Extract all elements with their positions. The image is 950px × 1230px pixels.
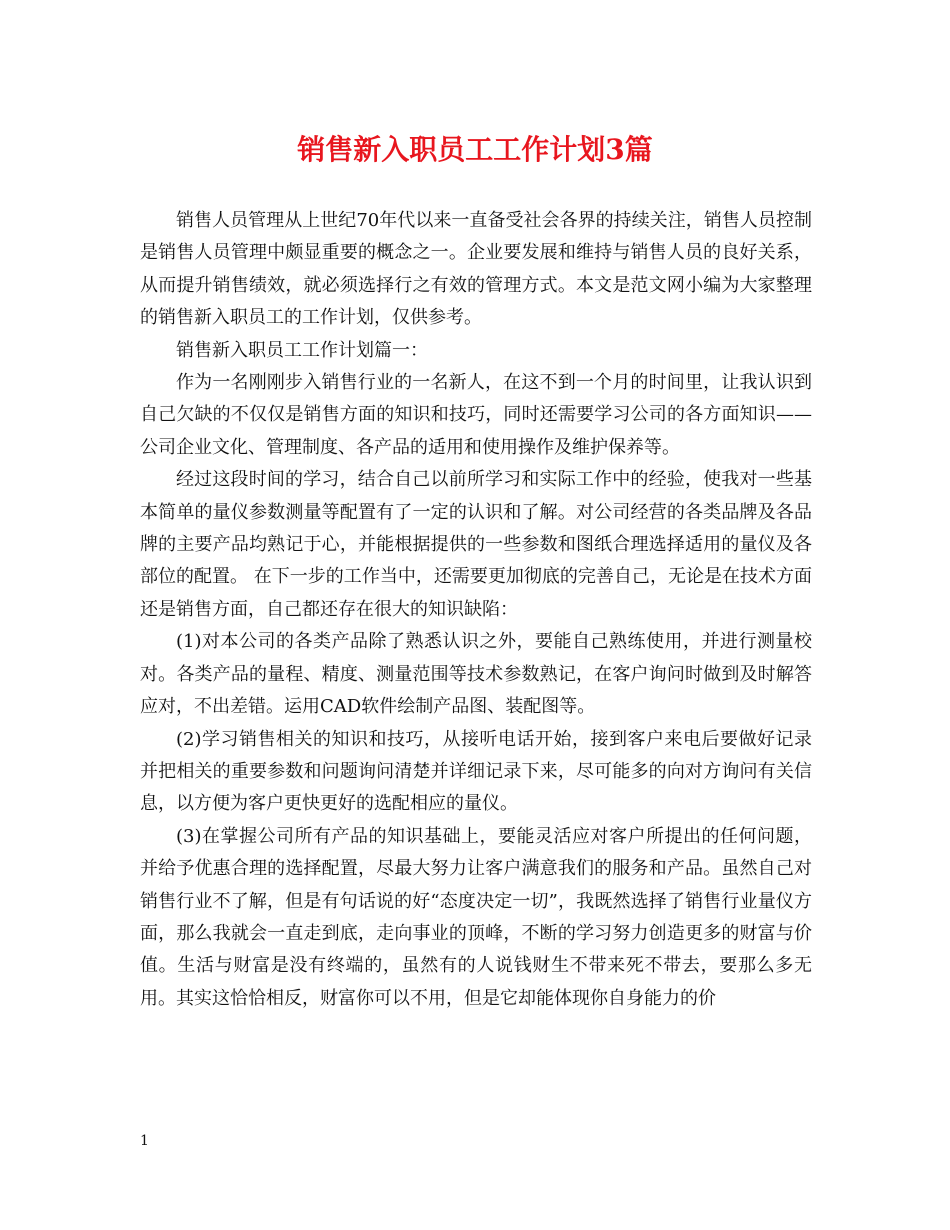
page-number: 1	[140, 1133, 149, 1149]
paragraph-item-1: (1)对本公司的各类产品除了熟悉认识之外，要能自己熟练使用，并进行测量校对。各类产品的量程、精度、测量范围等技术参数熟记，在客户询问时做到及时解答应对，不出差错。运用CAD软件绘制产品图、装配图等。	[140, 631, 812, 718]
paragraph-item-3: (3)在掌握公司所有产品的知识基础上，要能灵活应对客户所提出的任何问题，并给予优惠合理的选择配置，尽最大努力让客户满意我们的服务和产品。虽然自己对销售行业不了解，但是有句话说的好“态度决定一切”，我既然选择了销售行业量仪方面，那么我就会一直走到底，走向事业的顶峰，不断的学习努力创造更多的财富与价值。生活与财富是没有终端的，虽然有的人说钱财生不带来死不带去，要那么多无用。其实这恰恰相反，财富你可以不用，但是它却能体现你自身能力的价	[140, 825, 812, 1009]
paragraph-intro: 销售人员管理从上世纪70年代以来一直备受社会各界的持续关注，销售人员控制是销售人员管理中颇显重要的概念之一。企业要发展和维持与销售人员的良好关系，从而提升销售绩效，就必须选择行之有效的管理方式。本文是范文网小编为大家整理的销售新入职员工的工作计划，仅供参考。	[140, 210, 812, 329]
paragraph-item-2: (2)学习销售相关的知识和技巧，从接听电话开始，接到客户来电后要做好记录并把相关的重要参数和问题询问清楚并详细记录下来，尽可能多的向对方询问有关信息，以方便为客户更快更好的选配相应的量仪。	[140, 728, 812, 815]
document-title: 销售新入职员工工作计划3篇	[297, 133, 653, 166]
paragraph-section-heading: 销售新入职员工工作计划篇一：	[176, 339, 428, 361]
paragraph-learning: 经过这段时间的学习，结合自己以前所学习和实际工作中的经验，使我对一些基本简单的量仪参数测量等配置有了一定的认识和了解。对公司经营的各类品牌及各品牌的主要产品均熟记于心，并能根据提供的一些参数和图纸合理选择适用的量仪及各部位的配置。 在下一步的工作当中，还需要更加彻底的完善自己，无论是在技术方面还是销售方面，自己都还存在很大的知识缺陷：	[140, 469, 812, 620]
document-body	[140, 205, 812, 1015]
paragraph-newcomer: 作为一名刚刚步入销售行业的一名新人，在这不到一个月的时间里，让我认识到自己欠缺的不仅仅是销售方面的知识和技巧，同时还需要学习公司的各方面知识——公司企业文化、管理制度、各产品的适用和使用操作及维护保养等。	[140, 372, 812, 458]
